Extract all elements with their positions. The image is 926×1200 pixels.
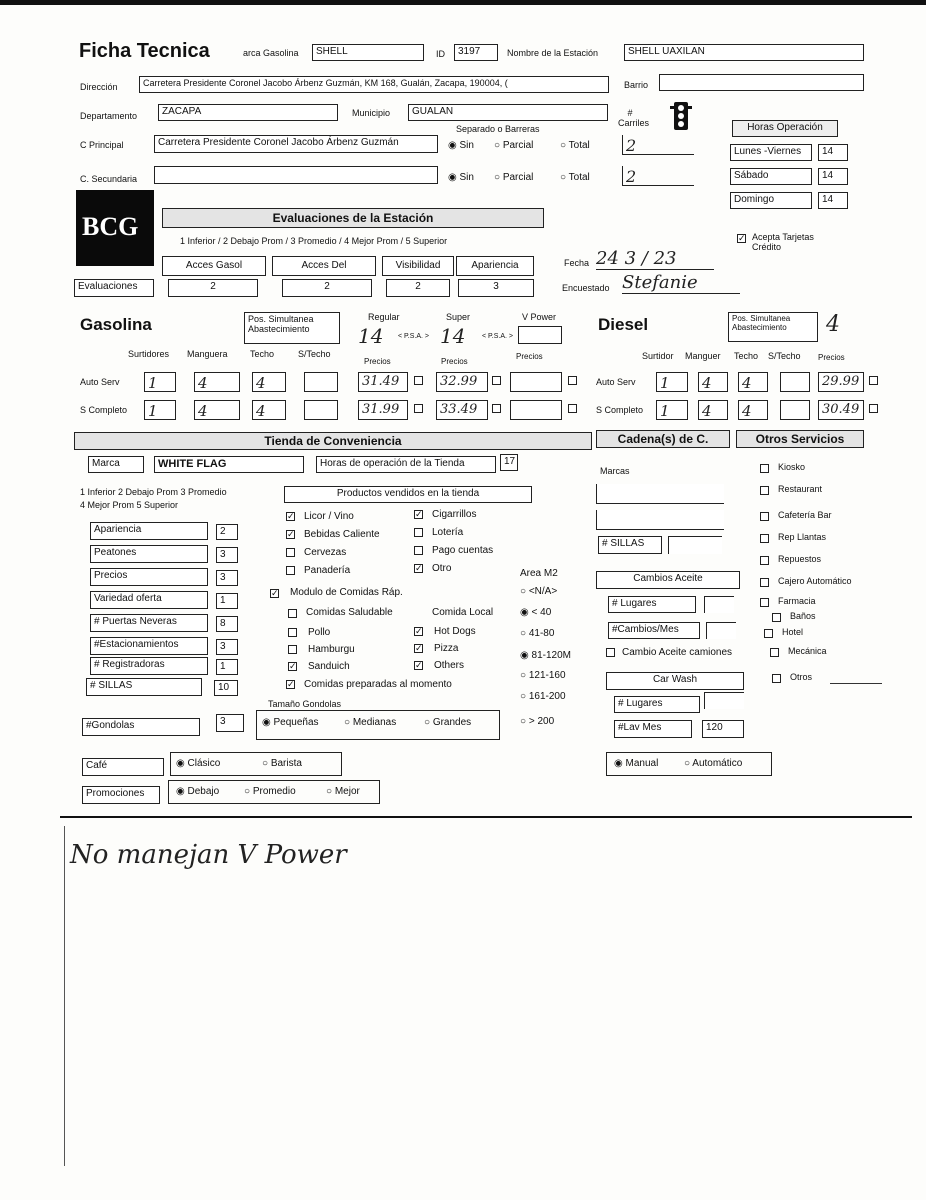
carwash-lugares-field[interactable] [704, 692, 744, 709]
sabado-label: Sábado [730, 168, 812, 185]
cambios-lugares-label: # Lugares [608, 596, 696, 613]
acces-del-label: Acces Del [272, 256, 376, 276]
producto-checkbox[interactable]: ✓ [415, 509, 423, 519]
producto-label: Lotería [432, 527, 464, 538]
col-manguera: Manguera [187, 349, 228, 359]
gas-auto-super-price[interactable]: 32.99 [436, 372, 488, 392]
producto-label: Pago cuentas [432, 545, 494, 556]
municipio-field[interactable]: GUALAN [408, 104, 608, 121]
diesel-col-stecho: S/Techo [768, 351, 801, 361]
diesel-sc-surtidores[interactable]: 1 [656, 400, 688, 420]
nombre-label: Nombre de la Estación [507, 48, 599, 58]
servicio-label: Farmacia [778, 596, 816, 606]
diesel-sc-price[interactable]: 30.49 [818, 400, 864, 420]
diesel-col-techo: Techo [734, 351, 759, 361]
col-stecho: S/Techo [298, 349, 331, 359]
principal-carriles-field[interactable]: 2 [622, 135, 694, 155]
barrio-label: Barrio [624, 80, 649, 90]
gas-sc-super-price[interactable]: 33.49 [436, 400, 488, 420]
marcas-field-2[interactable] [596, 510, 724, 530]
rating-label: # Registradoras [90, 657, 208, 675]
comida-checkbox[interactable]: ✓ [415, 626, 423, 636]
cambios-mes-label: #Cambios/Mes [608, 622, 700, 639]
diesel-sc-manguera[interactable]: 4 [698, 400, 728, 420]
evaluaciones-title: Evaluaciones de la Estación [162, 208, 544, 228]
comida-label: Others [434, 660, 465, 671]
modulo-comidas-label: Modulo de Comidas Ráp. [290, 587, 403, 598]
diesel-sc-check[interactable] [869, 404, 878, 413]
evaluaciones-scale: 1 Inferior / 2 Debajo Prom / 3 Promedio / 4 Mejor Prom / 5 Superior [180, 236, 448, 246]
diesel-title: Diesel [598, 315, 649, 334]
gas-auto-manguera[interactable]: 4 [194, 372, 240, 392]
principal-sin-radio[interactable]: ◉ Sin [448, 140, 474, 151]
gas-row-scompleto-label: S Completo [80, 405, 128, 415]
lunes-label: Lunes -Viernes [730, 144, 812, 161]
gondolas-label: #Gondolas [82, 718, 200, 736]
marcas-field-1[interactable] [596, 484, 724, 504]
gondolas-field[interactable]: 3 [216, 714, 244, 732]
gas-sc-vpower-check[interactable] [568, 404, 577, 413]
comida-label: Sanduich [308, 661, 350, 672]
acces-del-field[interactable]: 2 [282, 279, 372, 297]
apariencia-label: Apariencia [456, 256, 534, 276]
producto-label: Bebidas Caliente [304, 529, 380, 540]
producto-checkbox[interactable]: ✓ [287, 529, 295, 539]
c-secundaria-label: C. Secundaria [80, 174, 138, 184]
preparadas-checkbox[interactable]: ✓ [287, 679, 295, 689]
gas-sc-regular-check[interactable] [414, 404, 423, 413]
rating-field[interactable]: 2 [216, 524, 238, 540]
servicio-checkbox[interactable] [760, 598, 769, 607]
carwash-label: Car Wash [606, 672, 744, 690]
servicio-checkbox[interactable] [760, 464, 769, 473]
gas-auto-super-check[interactable] [492, 376, 501, 385]
rating-field[interactable]: 10 [214, 680, 238, 696]
productos-title: Productos vendidos en la tienda [284, 486, 532, 503]
gasolina-pos-value[interactable]: 14 [358, 324, 384, 348]
marcas-label: Marcas [600, 466, 630, 476]
area-radio[interactable]: ○ 161-200 [520, 691, 566, 702]
producto-checkbox[interactable] [286, 566, 295, 575]
comida-label: Hamburgu [308, 644, 355, 655]
promedio-radio[interactable]: ○ Promedio [244, 786, 296, 797]
c-principal-label: C Principal [80, 140, 124, 150]
precios-super-label: Precios [441, 357, 468, 366]
tienda-title: Tienda de Conveniencia [74, 432, 592, 450]
clasico-radio[interactable]: ◉ Clásico [176, 758, 221, 769]
producto-checkbox[interactable] [286, 548, 295, 557]
preparadas-label: Comidas preparadas al momento [304, 679, 452, 690]
cambios-mes-field[interactable] [706, 622, 736, 639]
diesel-col-precios: Precios [818, 353, 845, 362]
area-label: Area M2 [520, 568, 558, 579]
carriles-label: # Carriles [618, 108, 650, 128]
diesel-auto-techo[interactable]: 4 [738, 372, 768, 392]
traffic-light-icon [670, 101, 692, 131]
col-surtidores: Surtidores [128, 349, 170, 359]
scan-top-edge [0, 0, 926, 5]
acepta-tarjetas-checkbox[interactable]: ✓ [738, 233, 746, 243]
gas-auto-surtidores[interactable]: 1 [144, 372, 176, 392]
servicio-label: Kiosko [778, 462, 806, 472]
encuestado-label: Encuestado [562, 283, 610, 293]
debajo-radio[interactable]: ◉ Debajo [176, 786, 220, 797]
cadena-title: Cadena(s) de C. [596, 430, 730, 448]
modulo-comidas-checkbox[interactable]: ✓ [271, 588, 279, 598]
tienda-marca-field[interactable]: WHITE FLAG [154, 456, 304, 473]
notes-area[interactable] [64, 826, 65, 1166]
rating-field[interactable]: 8 [216, 616, 238, 632]
tienda-horas-field[interactable]: 17 [500, 454, 518, 471]
comida-label: Pollo [308, 627, 331, 638]
tienda-scale-1: 1 Inferior 2 Debajo Prom 3 Promedio [80, 487, 227, 497]
divider-line [60, 816, 912, 818]
servicio-checkbox[interactable] [760, 578, 769, 587]
precios-regular-label: Precios [364, 357, 391, 366]
tienda-scale-2: 4 Mejor Prom 5 Superior [80, 500, 179, 510]
diesel-col-manguer: Manguer [685, 351, 721, 361]
barrio-field[interactable] [659, 74, 864, 91]
domingo-label: Domingo [730, 192, 812, 209]
gas-auto-stecho[interactable] [304, 372, 338, 392]
tamano-label: Tamaño Gondolas [268, 699, 342, 709]
direccion-field[interactable]: Carretera Presidente Coronel Jacobo Árbenz Guzmán, KM 168, Gualán, Zacapa, 190004, ( [139, 76, 609, 93]
rating-field[interactable]: 1 [216, 659, 238, 675]
super-label: Super [446, 312, 471, 322]
promociones-label: Promociones [82, 786, 160, 804]
encuestado-value[interactable]: Stefanie [622, 272, 740, 294]
pequenas-radio[interactable]: ◉ Pequeñas [262, 717, 319, 728]
diesel-auto-manguera[interactable]: 4 [698, 372, 728, 392]
diesel-row-auto-label: Auto Serv [596, 377, 636, 387]
area-radio[interactable]: ○ 41-80 [520, 628, 555, 639]
servicio-checkbox[interactable] [764, 629, 773, 638]
municipio-label: Municipio [352, 108, 391, 118]
gas-auto-vpower-price[interactable] [510, 372, 562, 392]
diesel-row-scompleto-label: S Completo [596, 405, 644, 415]
comida-checkbox[interactable]: ✓ [289, 661, 297, 671]
servicio-label: Cafetería Bar [778, 510, 832, 520]
medianas-radio[interactable]: ○ Medianas [344, 717, 397, 728]
producto-label: Cigarrillos [432, 509, 477, 520]
rating-field[interactable]: 1 [216, 593, 238, 609]
producto-label: Panadería [304, 565, 351, 576]
diesel-sc-stecho[interactable] [780, 400, 810, 420]
regular-label: Regular [368, 312, 400, 322]
cambios-lugares-field[interactable] [704, 596, 734, 613]
tienda-horas-label: Horas de operación de la Tienda [316, 456, 496, 473]
area-radio[interactable]: ○ > 200 [520, 716, 555, 727]
comida-label: Hot Dogs [434, 626, 476, 637]
servicio-label: Rep Llantas [778, 532, 827, 542]
secundaria-total-radio[interactable]: ○ Total [560, 172, 590, 183]
fecha-value[interactable]: 24 3 / 23 [596, 248, 714, 270]
cadena-sillas-label: # SILLAS [598, 536, 662, 554]
gasolina-super-pos-value[interactable]: 14 [440, 324, 466, 348]
rating-label: Apariencia [90, 522, 208, 540]
gas-sc-stecho[interactable] [304, 400, 338, 420]
separado-label: Separado o Barreras [456, 124, 540, 134]
servicio-checkbox[interactable] [760, 534, 769, 543]
acces-gasol-label: Acces Gasol [162, 256, 266, 276]
nombre-field[interactable]: SHELL UAXILAN [624, 44, 864, 61]
marca-label: arca Gasolina [243, 48, 299, 58]
area-radio[interactable]: ◉ < 40 [520, 607, 552, 618]
mejor-radio[interactable]: ○ Mejor [326, 786, 360, 797]
comidas-saludable-label: Comidas Saludable [306, 607, 393, 618]
servicio-checkbox[interactable] [772, 613, 781, 622]
precios-vpower-label: Precios [516, 352, 543, 361]
gas-auto-techo[interactable]: 4 [252, 372, 286, 392]
form-title: Ficha Tecnica [79, 40, 210, 62]
lav-mes-field[interactable]: 120 [702, 720, 744, 738]
diesel-auto-check[interactable] [869, 376, 878, 385]
handwritten-note: No manejan V Power [70, 840, 347, 870]
rating-label: Peatones [90, 545, 208, 563]
servicio-label: Cajero Automático [778, 576, 852, 586]
diesel-auto-price[interactable]: 29.99 [818, 372, 864, 392]
gas-auto-regular-price[interactable]: 31.49 [358, 372, 408, 392]
psa-label-2: < P.S.A. > [482, 333, 514, 340]
rating-label: #Estacionamientos [90, 637, 208, 655]
gas-sc-manguera[interactable]: 4 [194, 400, 240, 420]
rating-label: Precios [90, 568, 208, 586]
comida-checkbox[interactable] [288, 628, 297, 637]
servicio-checkbox[interactable] [772, 674, 781, 683]
diesel-pos-value[interactable]: 4 [826, 312, 840, 337]
apariencia-field[interactable]: 3 [458, 279, 534, 297]
id-field[interactable]: 3197 [454, 44, 498, 61]
secundaria-sin-radio[interactable]: ◉ Sin [448, 172, 474, 183]
servicio-label: Restaurant [778, 484, 823, 494]
gas-row-auto-label: Auto Serv [80, 377, 120, 387]
grandes-radio[interactable]: ○ Grandes [424, 717, 472, 728]
servicio-label: Repuestos [778, 554, 822, 564]
tienda-marca-label: Marca [88, 456, 144, 473]
diesel-col-surtidor: Surtidor [642, 351, 674, 361]
cambios-aceite-label: Cambios Aceite [596, 571, 740, 589]
lav-mes-label: #Lav Mes [614, 720, 692, 738]
comida-local-label: Comida Local [432, 607, 494, 618]
area-radio[interactable]: ◉ 81-120M [520, 650, 571, 661]
gas-auto-regular-check[interactable] [414, 376, 423, 385]
principal-total-radio[interactable]: ○ Total [560, 140, 590, 151]
gas-sc-regular-price[interactable]: 31.99 [358, 400, 408, 420]
servicio-label: Hotel [782, 627, 804, 637]
servicio-checkbox[interactable] [760, 556, 769, 565]
carwash-lugares-label: # Lugares [614, 696, 700, 713]
area-radio[interactable]: ○ 121-160 [520, 670, 566, 681]
fecha-label: Fecha [564, 258, 590, 268]
cambio-camiones-checkbox[interactable] [606, 648, 615, 657]
cafe-label: Café [82, 758, 164, 776]
horas-operacion-header: Horas Operación [732, 120, 838, 137]
comida-checkbox[interactable]: ✓ [415, 643, 423, 653]
otros-title: Otros Servicios [736, 430, 864, 448]
cambio-camiones-label: Cambio Aceite camiones [622, 647, 733, 658]
gas-sc-super-check[interactable] [492, 404, 501, 413]
rating-label: Variedad oferta [90, 591, 208, 609]
sabado-field[interactable]: 14 [818, 168, 848, 185]
marca-field[interactable]: SHELL [312, 44, 424, 61]
diesel-auto-stecho[interactable] [780, 372, 810, 392]
gas-sc-surtidores[interactable]: 1 [144, 400, 176, 420]
domingo-field[interactable]: 14 [818, 192, 848, 209]
servicio-checkbox[interactable] [760, 486, 769, 495]
visibilidad-field[interactable]: 2 [386, 279, 450, 297]
col-techo: Techo [250, 349, 275, 359]
vpower-pos-field[interactable] [518, 326, 562, 344]
c-principal-field[interactable]: Carretera Presidente Coronel Jacobo Árbenz Guzmán [154, 135, 438, 153]
servicio-checkbox[interactable] [760, 512, 769, 521]
secundaria-carriles-field[interactable]: 2 [622, 166, 694, 186]
area-radio[interactable]: ○ <N/A> [520, 586, 558, 597]
gas-auto-vpower-check[interactable] [568, 376, 577, 385]
bcg-logo-text: BCG [82, 212, 139, 241]
cadena-sillas-field[interactable] [668, 536, 722, 554]
servicio-label: Baños [790, 611, 816, 621]
rating-field[interactable]: 3 [216, 639, 238, 655]
gasolina-title: Gasolina [80, 315, 152, 334]
producto-checkbox[interactable] [414, 528, 423, 537]
visibilidad-label: Visibilidad [382, 256, 454, 276]
rating-field[interactable]: 3 [216, 547, 238, 563]
rating-field[interactable]: 3 [216, 570, 238, 586]
gas-sc-vpower-price[interactable] [510, 400, 562, 420]
producto-label: Otro [432, 563, 452, 574]
vpower-label: V Power [522, 312, 557, 322]
rating-label: # SILLAS [86, 678, 202, 696]
departamento-field[interactable]: ZACAPA [158, 104, 338, 121]
manual-radio[interactable]: ◉ Manual [614, 758, 659, 769]
servicio-checkbox[interactable] [770, 648, 779, 657]
acces-gasol-field[interactable]: 2 [168, 279, 258, 297]
acepta-tarjetas-label: Acepta Tarjetas Crédito [752, 232, 814, 252]
lunes-field[interactable]: 14 [818, 144, 848, 161]
barista-radio[interactable]: ○ Barista [262, 758, 302, 769]
producto-label: Cervezas [304, 547, 347, 558]
producto-checkbox[interactable]: ✓ [415, 563, 423, 573]
servicio-label: Otros [790, 672, 813, 682]
direccion-label: Dirección [80, 82, 118, 92]
comida-checkbox[interactable] [288, 645, 297, 654]
producto-checkbox[interactable]: ✓ [287, 511, 295, 521]
comida-checkbox[interactable]: ✓ [415, 660, 423, 670]
diesel-pos-sim: Pos. Simultanea Abastecimiento [728, 312, 818, 342]
principal-parcial-radio[interactable]: ○ Parcial [494, 140, 534, 151]
diesel-sc-techo[interactable]: 4 [738, 400, 768, 420]
diesel-auto-surtidores[interactable]: 1 [656, 372, 688, 392]
secundaria-parcial-radio[interactable]: ○ Parcial [494, 172, 534, 183]
producto-checkbox[interactable] [414, 546, 423, 555]
rating-label: # Puertas Neveras [90, 614, 208, 632]
c-secundaria-field[interactable] [154, 166, 438, 184]
producto-label: Licor / Vino [304, 511, 354, 522]
otros-line [830, 683, 882, 684]
comida-label: Pizza [434, 643, 459, 654]
psa-label-1: < P.S.A. > [398, 333, 430, 340]
servicio-label: Mecánica [788, 646, 827, 656]
comidas-saludable-checkbox[interactable] [288, 609, 297, 618]
departamento-label: Departamento [80, 111, 138, 121]
evaluaciones-row-label: Evaluaciones [74, 279, 154, 297]
id-label: ID [436, 49, 445, 59]
automatico-radio[interactable]: ○ Automático [684, 758, 743, 769]
gas-sc-techo[interactable]: 4 [252, 400, 286, 420]
gasolina-pos-sim: Pos. Simultanea Abastecimiento [244, 312, 340, 344]
